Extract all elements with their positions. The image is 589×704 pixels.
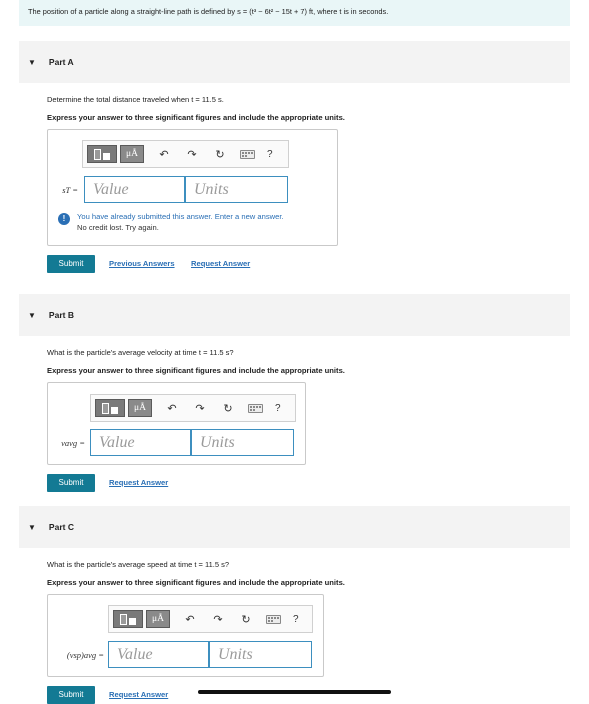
- part-a-submit-button[interactable]: Submit: [47, 255, 95, 273]
- part-b-units-input[interactable]: Units: [191, 429, 294, 456]
- feedback-message: You have already submitted this answer. Enter a new answer.: [77, 212, 284, 221]
- units-icon[interactable]: μÅ: [120, 145, 144, 163]
- problem-statement: The position of a particle along a straight-line path is defined by s = (t³ − 6t² − 15t + 7) ft, where t is in seconds.: [19, 0, 570, 26]
- part-a-header[interactable]: [19, 41, 570, 83]
- previous-answers-link[interactable]: Previous Answers: [109, 259, 175, 268]
- part-b-submit-button[interactable]: Submit: [47, 474, 95, 492]
- info-icon: !: [58, 213, 70, 225]
- units-icon[interactable]: μÅ: [146, 610, 170, 628]
- undo-icon[interactable]: ↶: [185, 613, 195, 626]
- reset-icon[interactable]: ↻: [241, 613, 251, 626]
- help-icon[interactable]: ?: [293, 613, 299, 625]
- help-icon[interactable]: ?: [275, 402, 281, 414]
- part-c-instruction: Express your answer to three significant figures and include the appropriate units.: [47, 578, 345, 587]
- reset-icon[interactable]: ↻: [223, 402, 233, 415]
- reset-icon[interactable]: ↻: [215, 148, 225, 161]
- part-c-submit-button[interactable]: Submit: [47, 686, 95, 704]
- part-b-question: What is the particle's average velocity at time t = 11.5 s?: [47, 348, 234, 357]
- part-b-instruction: Express your answer to three significant figures and include the appropriate units.: [47, 366, 345, 375]
- feedback-subtext: No credit lost. Try again.: [77, 223, 159, 232]
- redo-icon[interactable]: ↷: [187, 148, 197, 161]
- part-a-question: Determine the total distance traveled when t = 11.5 s.: [47, 95, 224, 104]
- keyboard-icon[interactable]: [240, 150, 255, 159]
- part-a-label: sT =: [62, 185, 78, 195]
- part-c-request-answer-link[interactable]: Request Answer: [109, 690, 169, 699]
- part-c-title: Part C: [48, 522, 74, 532]
- part-b-toolbar: [90, 394, 296, 422]
- part-a-request-answer-link[interactable]: Request Answer: [191, 259, 251, 268]
- part-a-units-input[interactable]: Units: [185, 176, 288, 203]
- templates-icon[interactable]: [113, 610, 143, 628]
- units-icon[interactable]: μÅ: [128, 399, 152, 417]
- keyboard-icon[interactable]: [266, 615, 281, 624]
- collapse-triangle-icon[interactable]: ▼: [28, 310, 36, 320]
- part-c-question: What is the particle's average speed at time t = 11.5 s?: [47, 560, 230, 569]
- part-a-feedback: [58, 211, 284, 233]
- undo-icon[interactable]: ↶: [167, 402, 177, 415]
- part-c-value-input[interactable]: Value: [108, 641, 209, 668]
- redo-icon[interactable]: ↷: [195, 402, 205, 415]
- part-b-title: Part B: [48, 310, 74, 320]
- part-c-label: (vsp)avg =: [66, 650, 104, 660]
- part-b-request-answer-link[interactable]: Request Answer: [109, 478, 169, 487]
- part-b-label: vavg =: [61, 438, 85, 448]
- undo-icon[interactable]: ↶: [159, 148, 169, 161]
- part-b-header[interactable]: [19, 294, 570, 336]
- keyboard-icon[interactable]: [248, 404, 263, 413]
- templates-icon[interactable]: [87, 145, 117, 163]
- redo-icon[interactable]: ↷: [213, 613, 223, 626]
- part-c-units-input[interactable]: Units: [209, 641, 312, 668]
- part-a-title: Part A: [48, 57, 74, 67]
- templates-icon[interactable]: [95, 399, 125, 417]
- part-c-toolbar: [108, 605, 313, 633]
- collapse-triangle-icon[interactable]: ▼: [28, 57, 36, 67]
- part-b-value-input[interactable]: Value: [90, 429, 191, 456]
- part-c-header[interactable]: [19, 506, 570, 548]
- part-a-value-input[interactable]: Value: [84, 176, 185, 203]
- home-indicator: [198, 690, 391, 694]
- collapse-triangle-icon[interactable]: ▼: [28, 522, 36, 532]
- part-a-toolbar: [82, 140, 289, 168]
- help-icon[interactable]: ?: [267, 148, 273, 160]
- part-a-instruction: Express your answer to three significant figures and include the appropriate units.: [47, 113, 345, 122]
